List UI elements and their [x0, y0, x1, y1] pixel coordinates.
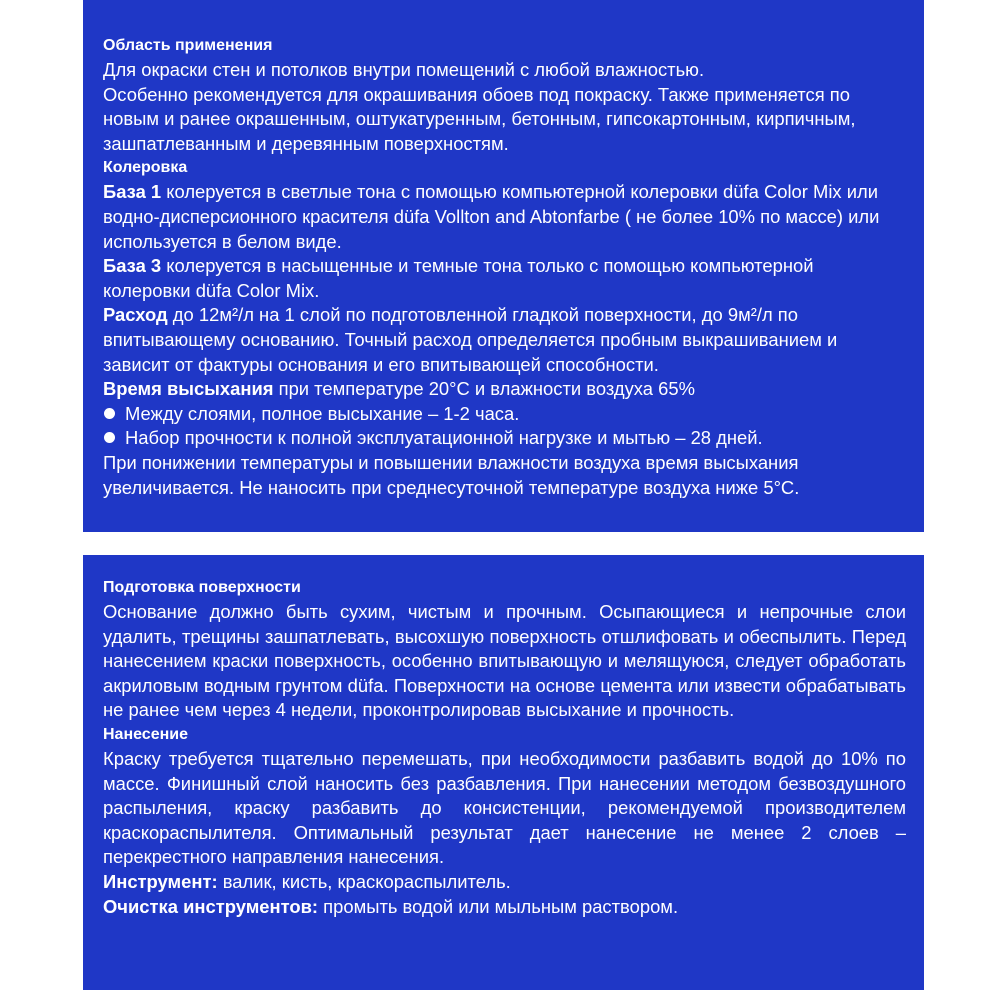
- drying-text: при температуре 20°С и влажности воздуха 65%: [273, 378, 695, 400]
- base3-text: колеруется в насыщенные и темные тона только с помощью компьютерной колеровки düfa Color Mix.: [103, 255, 814, 301]
- drying-label: Время высыхания: [103, 378, 274, 400]
- consumption: [103, 303, 906, 377]
- consumption-label: Расход: [103, 304, 168, 326]
- tools-text: валик, кисть, краскораспылитель.: [217, 870, 511, 892]
- info-panel-bottom: [83, 555, 924, 990]
- application-area-line1: Для окраски стен и потолков внутри помещений с любой влажностью.: [103, 59, 705, 80]
- info-panel-top: [83, 0, 924, 532]
- base3-label: База 3: [103, 255, 162, 277]
- preparation-text: Основание должно быть сухим, чистым и прочным. Осыпающиеся и непрочные слои удалить, трещины зашпатлевать, высохшую поверхность отшлифовать и обеспылить. Перед нанесением краски поверхность, особенно впитывающую и мелящуюся, следует обработать акриловым водным грунтом düfa. Поверхности на основе цемента или извести обрабатывать не ранее чем через 4 недели, проконтролировав высыхание и прочность.: [103, 601, 906, 721]
- bullet-icon: [104, 432, 115, 443]
- base1-label: База 1: [103, 181, 162, 203]
- tools-label: Инструмент:: [103, 870, 218, 892]
- preparation-heading: Подготовка поверхности: [103, 579, 301, 596]
- tinting-heading: Колеровка: [103, 159, 188, 177]
- drying-bullet-text: Между слоями, полное высыхание – 1-2 часа.: [125, 402, 520, 424]
- cleaning-label: Очистка инструментов:: [103, 895, 319, 917]
- drying-bullet-text: Набор прочности к полной эксплуатационной нагрузке и мытью – 28 дней.: [125, 427, 763, 449]
- consumption-text: до 12м²/л на 1 слой по подготовленной гладкой поверхности, до 9м²/л по впитывающему основанию. Точный расход определяется пробным выкрашиванием и зависит от фактуры основания и его впитывающей способности.: [103, 304, 838, 375]
- drying-bullet-item: [103, 402, 906, 427]
- application-area-heading: Область применения: [103, 37, 273, 54]
- drying-bullet-item: [103, 426, 906, 451]
- tools: [103, 870, 906, 895]
- tinting-base3: [103, 254, 906, 303]
- drying-time: [103, 377, 906, 402]
- bullet-icon: [104, 408, 115, 419]
- drying-note: При понижении температуры и повышении влажности воздуха время высыхания увеличивается. Не наносить при среднесуточной температуре воздуха ниже 5°С.: [103, 451, 800, 498]
- application-area-line2: Особенно рекомендуется для окрашивания обоев под покраску. Также применяется по новым и ранее окрашенным, оштукатуренным, бетонным, гипсокартонным, кирпичным, зашпатлеванным и деревянным поверхностям.: [103, 83, 856, 154]
- application-method-text: Краску требуется тщательно перемешать, при необходимости разбавить водой до 10% по массе. Финишный слой наносить без разбавления. При нанесении методом безвоздушного распыления, краску разбавить до консистенции, рекомендуемой производителем краскораспылителя. Оптимальный результат дает нанесение не менее 2 слоев – перекрестного направления нанесения.: [103, 747, 906, 868]
- base1-text: колеруется в светлые тона с помощью компьютерной колеровки düfa Color Mix или водно-дисперсионного красителя düfa Vollton and Abtonfarbe ( не более 10% по массе) или используется в белом виде.: [103, 181, 880, 252]
- application-method-heading: Нанесение: [103, 725, 188, 743]
- tinting-base1: [103, 180, 906, 254]
- tool-cleaning: [103, 895, 906, 920]
- cleaning-text: промыть водой или мыльным раствором.: [318, 895, 679, 917]
